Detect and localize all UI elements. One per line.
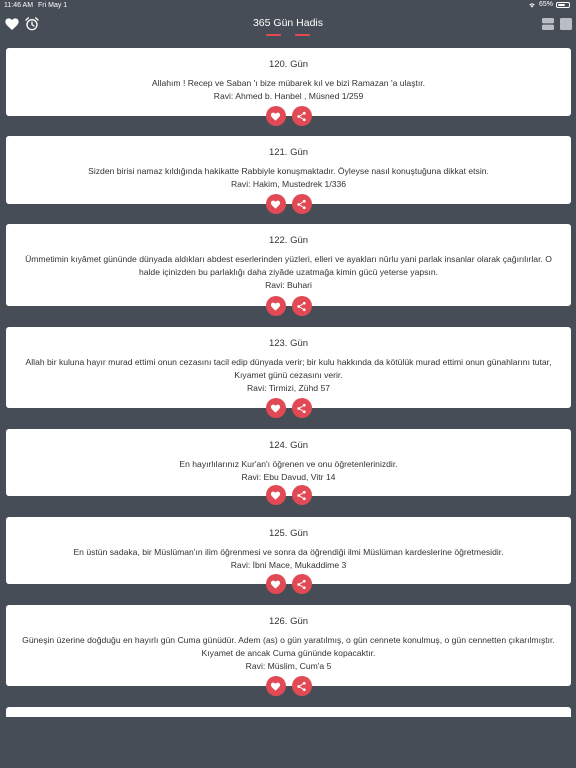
share-button[interactable] [292,398,312,418]
hadith-ravi: Ravi: Ahmed b. Hanbel , Müsned 1/259 [213,91,364,101]
favorite-button[interactable] [266,296,286,316]
share-icon [296,579,307,590]
share-icon [296,199,307,210]
hadith-text: En üstün sadaka, bir Müslüman'ın ilim öğrenmesi ve sonra da öğrendiği ilmi Müslüman kardeslerine öğretmesidir. [73,547,504,557]
favorite-button[interactable] [266,485,286,505]
share-button[interactable] [292,574,312,594]
favorite-button[interactable] [266,398,286,418]
share-icon [296,111,307,122]
hadith-day: 120. Gün [268,59,309,70]
favorite-button[interactable] [266,106,286,126]
favorite-button[interactable] [266,676,286,696]
hadith-card [6,605,571,686]
share-icon [296,403,307,414]
heart-icon [270,111,281,122]
card-actions [6,296,571,316]
battery-percent: 65% [538,1,553,8]
hadith-ravi: Ravi: Tirmizi, Zühd 57 [246,383,331,393]
tab-indicator-left [266,34,281,36]
battery-icon [556,2,570,8]
page-title: 365 Gün Hadis [252,17,324,29]
share-button[interactable] [292,485,312,505]
card-actions [6,194,571,214]
card-actions [6,485,571,505]
hadith-ravi: Ravi: Müslim, Cum'a 5 [245,661,332,671]
wifi-icon [528,2,536,8]
hadith-text: Güneşin üzerine doğduğu en hayırlı gün Cuma günüdür. Adem (as) o gün yaratılmış, o gün cennete konulmuş, o gün cennetten çıkarılmıştır. Kıyamet de ancak Cuma gününde kopacaktır. [22,635,555,658]
status-date: Fri May 1 [38,2,68,9]
hadith-text: Allah bir kuluna hayır murad ettimi onun cezasını tacil edip dünyada verir; bir kulu hakkında da kötülük murad ettimi onun günahlarını tutar, Kıyamet günü cezasını verir. [25,357,552,380]
detail-view-icon[interactable] [558,16,574,32]
hadith-ravi: Ravi: Ebu Davud, Vitr 14 [241,472,336,482]
hadith-day: 126. Gün [268,616,309,627]
status-right [528,1,570,8]
share-button[interactable] [292,194,312,214]
card-actions [6,106,571,126]
list-view-icon[interactable] [540,16,556,32]
hadith-day: 124. Gün [268,440,309,451]
hadith-ravi: Ravi: Buhari [265,280,312,290]
heart-icon [270,301,281,312]
share-button[interactable] [292,676,312,696]
tab-indicator-right [295,34,310,36]
card-actions [6,676,571,696]
hadith-text: Sizden birisi namaz kıldığında hakikatte Rabbiyle konuşmaktadır. Öyleyse nasıl konuştuğuna dikkat etsin. [88,166,489,176]
heart-icon [270,579,281,590]
hadith-day: 121. Gün [268,147,309,158]
tab-indicator [266,34,310,37]
favorite-button[interactable] [266,194,286,214]
heart-icon [270,490,281,501]
favorite-button[interactable] [266,574,286,594]
share-icon [296,301,307,312]
status-bar [0,0,576,12]
hadith-ravi: Ravi: İbni Mace, Mukaddime 3 [230,560,347,570]
heart-icon [270,681,281,692]
card-actions [6,398,571,418]
hadith-day: 123. Gün [268,338,309,349]
hadith-text: Ümmetimin kıyâmet gününde dünyada aldıkları abdest eserlerinden yüzleri, elleri ve ayakları nûrlu yani parlak insanlar olarak çağırılırlar. O halde içinizden bu parlaklığı daha ziyâde uzatmağa kimin gücü yeterse yapsın. [25,254,552,277]
battery-level [558,4,565,6]
heart-icon [270,199,281,210]
share-button[interactable] [292,106,312,126]
hadith-card [6,327,571,408]
share-icon [296,490,307,501]
status-time: 11:46 AM [4,2,34,9]
heart-icon [270,403,281,414]
next-card-peek [6,707,571,717]
hadith-ravi: Ravi: Hakim, Mustedrek 1/336 [230,179,347,189]
hadith-text: En hayırlılarınız Kur'an'ı öğrenen ve onu öğretenlerinizdir. [179,459,398,469]
card-actions [6,574,571,594]
hadith-day: 122. Gün [268,235,309,246]
share-button[interactable] [292,296,312,316]
hadith-text: Allahım ! Recep ve Saban 'ı bize mübarek kıl ve bizi Ramazan 'a ulaştır. [151,78,426,88]
hadith-day: 125. Gün [268,528,309,539]
hadith-card [6,224,571,306]
share-icon [296,681,307,692]
app-header [0,12,576,42]
